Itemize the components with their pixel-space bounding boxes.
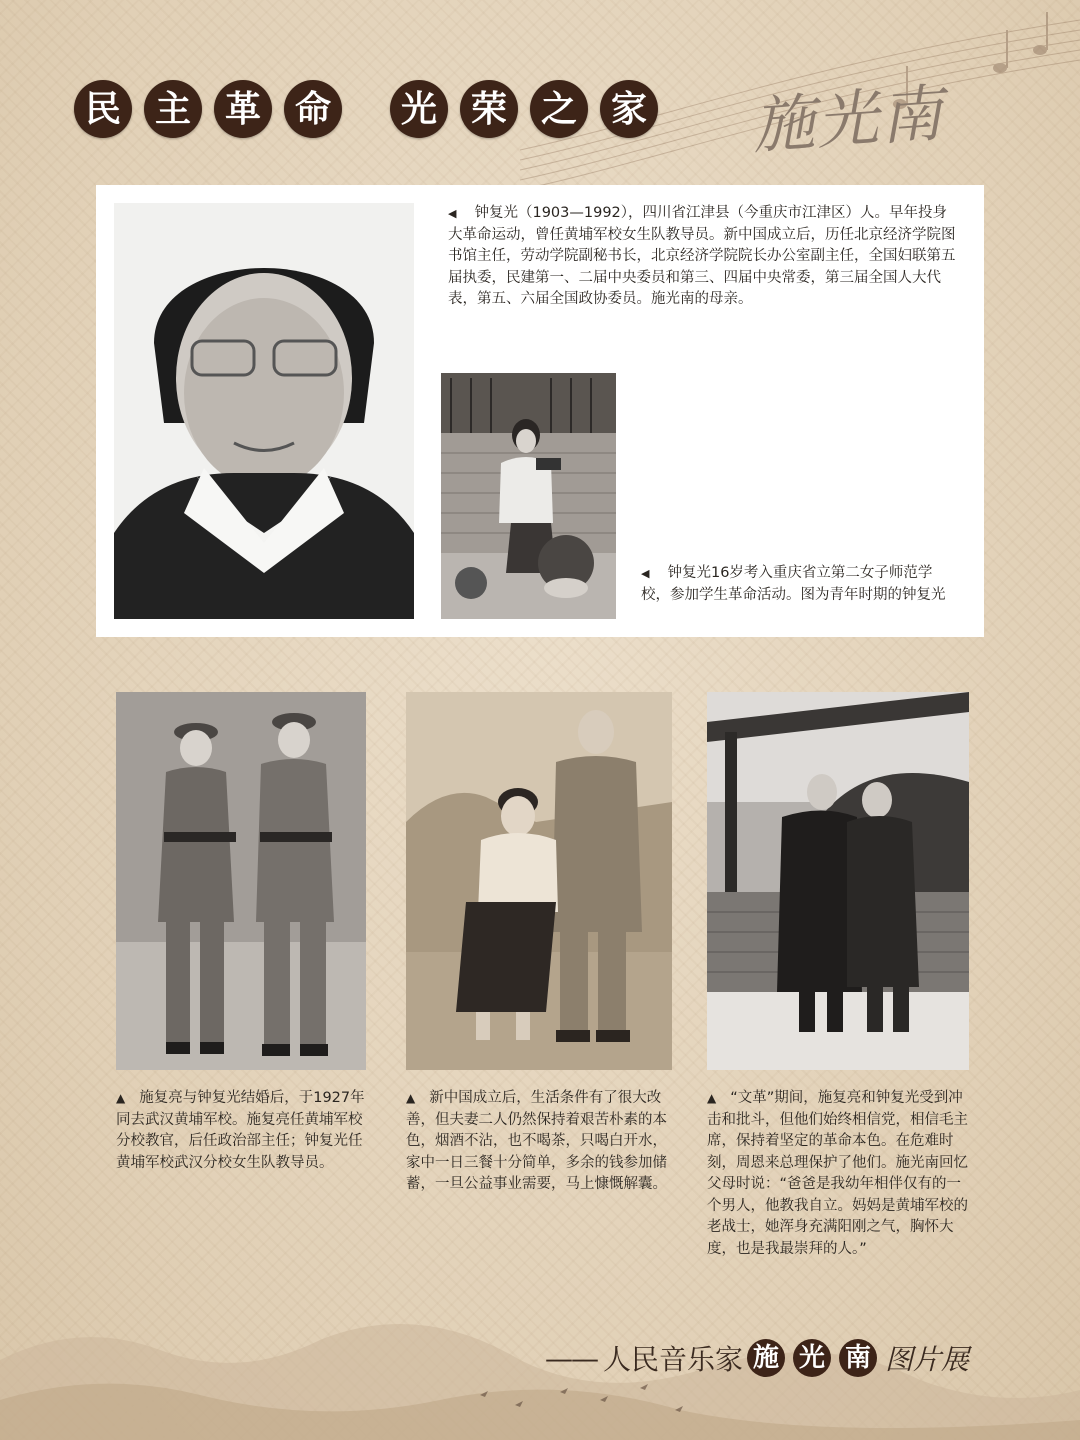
- uniform-couple-photo: [116, 692, 366, 1070]
- title-char: 荣: [460, 80, 518, 138]
- footer-prefix: 人民音乐家: [603, 1343, 744, 1376]
- caption-photo-1-text: 施复亮与钟复光结婚后，于1927年同去武汉黄埔军校。施复亮任黄埔军校分校教官，后任政治部主任；钟复光任黄埔军校武汉分校女生队教导员。: [116, 1090, 365, 1171]
- title-char: 光: [390, 80, 448, 138]
- signature: 施光南: [750, 76, 947, 163]
- top-panel: [96, 185, 984, 637]
- caption-young-text: 钟复光16岁考入重庆省立第二女子师范学校，参加学生革命活动。图为青年时期的钟复光: [641, 565, 946, 603]
- footer-name-char: 南: [839, 1339, 877, 1377]
- caption-photo-2-text: 新中国成立后，生活条件有了很大改善，但夫妻二人仍然保持着艰苦朴素的本色，烟酒不沾，也不喝茶，只喝白开水，家中一日三餐十分简单，多余的钱参加储蓄，一旦公益事业需要，马上慷慨解囊。: [406, 1090, 667, 1192]
- winter-couple-photo: [707, 692, 969, 1070]
- title-char: 家: [600, 80, 658, 138]
- caption-main-text: 钟复光（1903—1992），四川省江津县（今重庆市江津区）人。早年投身大革命运动，曾任黄埔军校女生队教导员。新中国成立后，历任北京经济学院图书馆主任，劳动学院副秘书长，北京经济学院院长办公室副主任，全国妇联第五届执委，民建第一、二届中央委员和第三、四届中央常委，第三届全国人大代表，第五、六届全国政协委员。施光南的母亲。: [448, 205, 956, 307]
- young-photo: [441, 373, 616, 619]
- up-triangle-icon: ▲: [707, 1091, 717, 1105]
- caption-photo-3-text: “文革”期间，施复亮和钟复光受到冲击和批斗，但他们始终相信党，相信毛主席，保持着坚定的革命本色。在危难时刻，周恩来总理保护了他们。施光南回忆父母时说：“爸爸是我幼年相伴仅有的一个男人，他教我自立。妈妈是黄埔军校的老战士，她浑身充满阳刚之气，胸怀大度，也是我最崇拜的人。”: [707, 1090, 968, 1257]
- title-char: 革: [214, 80, 272, 138]
- caption-photo-2: [406, 1088, 674, 1196]
- title-char: 之: [530, 80, 588, 138]
- footer-name-char: 施: [747, 1339, 785, 1377]
- up-triangle-icon: ▲: [116, 1091, 126, 1105]
- caption-photo-3: [707, 1088, 975, 1260]
- left-triangle-icon: ◀: [641, 567, 650, 580]
- caption-photo-1: [116, 1088, 370, 1174]
- footer-suffix: 图片展: [885, 1343, 970, 1376]
- left-triangle-icon: ◀: [448, 207, 457, 220]
- title-char: 命: [284, 80, 342, 138]
- title-char: 民: [74, 80, 132, 138]
- seated-couple-photo: [406, 692, 672, 1070]
- footer-title: [545, 1338, 969, 1378]
- page-title: [74, 80, 670, 138]
- caption-young: [641, 563, 961, 606]
- up-triangle-icon: ▲: [406, 1091, 416, 1105]
- caption-main: [448, 203, 958, 311]
- portrait-photo: [114, 203, 414, 619]
- footer-dash: ——: [545, 1341, 597, 1375]
- title-char: 主: [144, 80, 202, 138]
- footer-name-char: 光: [793, 1339, 831, 1377]
